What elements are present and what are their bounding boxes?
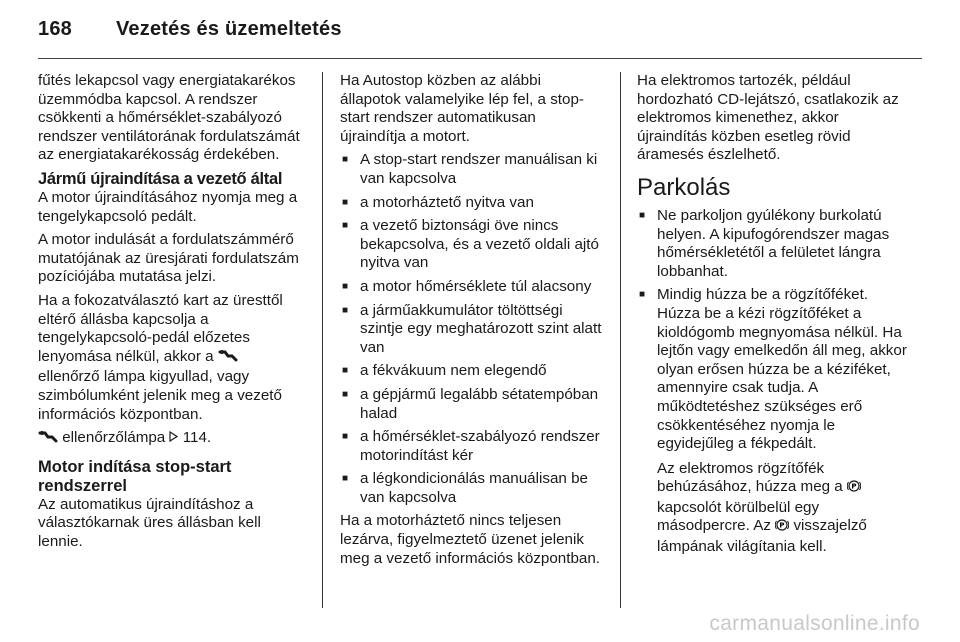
list-item: ■ a vezető biztonsági öve nincs bekapcsolva, és a vezető oldali ajtó nyitva van bbox=[340, 217, 605, 273]
column-divider-1 bbox=[322, 72, 323, 608]
list-item-subparagraph: Az elektromos rögzítőfék behúzásához, húzza meg a P kapcsolót körülbelül egy másodpercre. Az P visszajelző lámpának világítania kell. bbox=[657, 459, 867, 556]
paragraph: Ha a motorháztető nincs teljesen lezárva, figyelmeztető üzenet jelenik meg a vezető információs központban. bbox=[340, 512, 601, 567]
paragraph: fűtés lekapcsol vagy energiatakarékos üzemmódba kapcsol. A rendszer csökkenti a hőmérséklet-szabályozó rendszer ventilátorának fordulatszámát az energiatakarékosság érdekében. bbox=[38, 72, 300, 164]
list-item: ■ a motorháztető nyitva van bbox=[340, 194, 605, 213]
column-1 bbox=[38, 72, 300, 556]
paragraph: Ha Autostop közben az alábbi állapotok valamelyike lép fel, a stop-start rendszer automatikusan újraindítja a motort. bbox=[340, 72, 584, 145]
list-item: ■ a motor hőmérséklete túl alacsony bbox=[340, 278, 605, 297]
list-item: ■ a gépjármű legalább sétatempóban halad bbox=[340, 386, 605, 423]
parking-brake-icon bbox=[847, 479, 861, 499]
section-heading-parking: Parkolás bbox=[637, 173, 731, 201]
page-number: 168 bbox=[38, 18, 72, 40]
reference-text: ellenőrzőlámpa bbox=[62, 429, 166, 447]
parking-brake-icon bbox=[775, 518, 789, 538]
column-3 bbox=[637, 72, 907, 562]
list-item-text: ■ Mindig húzza be a rögzítőféket. Húzza be a kézi rögzítőféket a kioldógomb megnyomása nélkül. Ha lejtőn vagy emelkedőn áll meg, akkor olyan erősen húzza be a kéziféket, amennyire csak tudja. A működtetéshez szükséges erő csökkentéséhez nyomja le egyidejűleg a fékpedált. bbox=[657, 286, 907, 453]
reference-arrow-icon[interactable] bbox=[169, 429, 182, 446]
page-header bbox=[38, 18, 342, 41]
column-2 bbox=[340, 72, 605, 573]
restart-conditions-list bbox=[340, 151, 605, 507]
page-title: Vezetés és üzemeltetés bbox=[116, 18, 342, 40]
list-item: ■ Ne parkoljon gyúlékony burkolatú helyen. A kipufogórendszer magas hőmérsékletétől a felületet lángra lobbanhat. bbox=[637, 207, 907, 281]
section-heading-restart: Jármű újraindítása a vezető által bbox=[38, 169, 283, 188]
reference-page[interactable]: 114. bbox=[182, 429, 212, 447]
watermark: carmanualsonline.info bbox=[709, 612, 920, 635]
paragraph: A motor újraindításához nyomja meg a tengelykapcsoló pedált. bbox=[38, 188, 298, 225]
reference-line bbox=[38, 429, 300, 450]
paragraph: A motor indulását a fordulatszámmérő mutatójának az üresjárati fordulatszám pozíciójába mutatása jelzi. bbox=[38, 231, 299, 286]
list-item: ■ a járműakkumulátor töltöttségi szintje egy meghatározott szint alatt van bbox=[340, 302, 605, 358]
column-divider-2 bbox=[620, 72, 621, 608]
list-item: ■ A stop-start rendszer manuálisan ki van kapcsolva bbox=[340, 151, 605, 188]
paragraph: Ha elektromos tartozék, például hordozható CD-lejátszó, csatlakozik az elektromos kimenethez, akkor újraindítás közben esetleg rövid áramesés észlelhető. bbox=[637, 72, 899, 164]
paragraph bbox=[38, 292, 300, 424]
parking-list bbox=[637, 207, 907, 557]
paragraph-text: ellenőrző lámpa kigyullad, vagy szimbólumként jelenik meg a vezető információs központban. bbox=[38, 368, 282, 423]
list-item: ■ a légkondicionálás manuálisan be van kapcsolva bbox=[340, 470, 605, 507]
paragraph: Az automatikus újraindításhoz a választókarnak üres állásban kell lennie. bbox=[38, 495, 261, 550]
car-start-icon bbox=[218, 349, 238, 369]
header-rule bbox=[38, 58, 922, 59]
list-item: ■ a hőmérséklet-szabályozó rendszer motorindítást kér bbox=[340, 428, 605, 465]
list-item: ■ a fékvákuum nem elegendő bbox=[340, 362, 605, 381]
paragraph-text: Ha a fokozatválasztó kart az üresttől eltérő állásba kapcsolja a tengelykapcsoló-pedál előzetes lenyomása nélkül, akkor a bbox=[38, 291, 283, 365]
svg-text:P: P bbox=[779, 521, 785, 530]
section-heading-motor: Motor indítása stop-start rendszerrel bbox=[38, 457, 232, 495]
list-item bbox=[637, 286, 907, 556]
car-start-icon bbox=[38, 430, 58, 450]
svg-text:P: P bbox=[851, 482, 857, 491]
